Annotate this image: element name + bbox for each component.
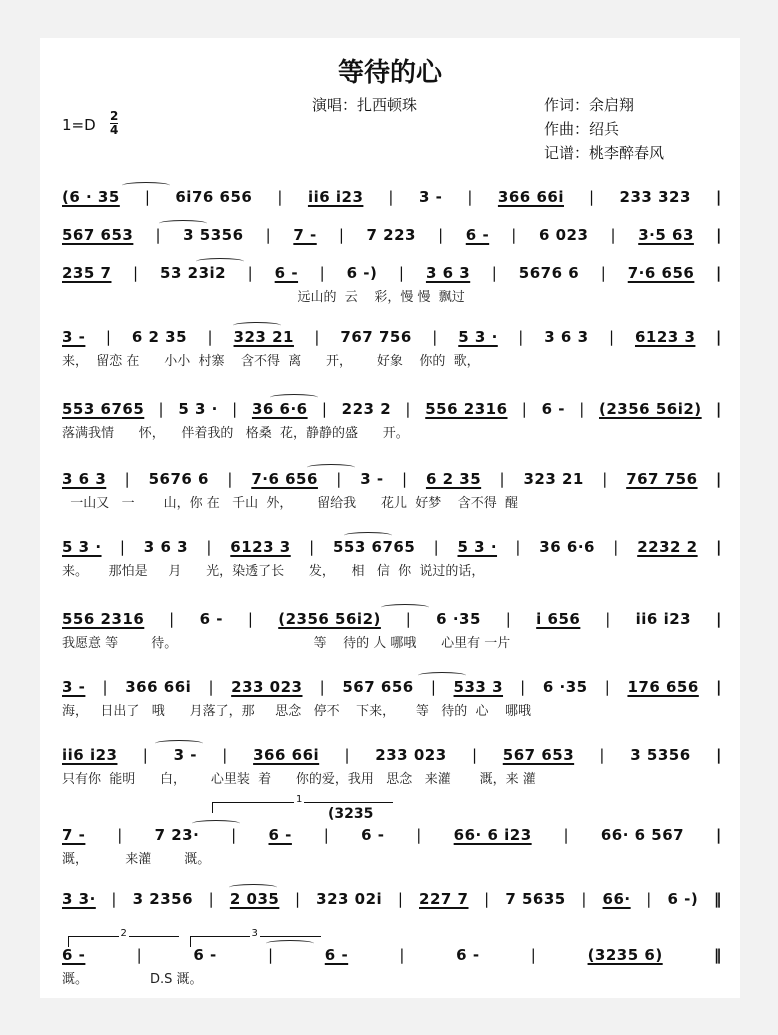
lyrics-line xyxy=(62,912,722,928)
bar-line: | xyxy=(208,678,214,696)
bar-line: | xyxy=(610,226,617,244)
measure: 233 023 xyxy=(375,746,447,764)
lyrics-line: 溉， 来灌 溉。 xyxy=(62,852,211,867)
notes-line xyxy=(62,610,722,632)
bar-line: | xyxy=(715,678,722,696)
bar-line: | xyxy=(581,890,587,908)
bar-line: ‖ xyxy=(713,946,722,964)
measure: 5 3 · xyxy=(458,328,498,346)
volta-2-label: 2 xyxy=(120,928,127,939)
bar-line: | xyxy=(579,400,585,418)
bar-line: | xyxy=(518,328,524,346)
measure: 3 - xyxy=(62,328,86,346)
notes-line xyxy=(62,264,722,286)
measure: 3 5356 xyxy=(183,226,244,244)
bar-line: | xyxy=(232,400,238,418)
measure: 6i76 656 xyxy=(175,188,253,206)
bar-line: | xyxy=(207,328,214,346)
notes-line xyxy=(62,538,722,560)
measure: 323 02i xyxy=(316,890,383,908)
bar-line: | xyxy=(520,678,526,696)
lyrics-line: 落满我情 怀， 伴着我的 格桑 花，静静的盛 开。 xyxy=(62,426,409,441)
measure: 7·6 656 xyxy=(627,264,695,282)
measure: 6123 3 xyxy=(634,328,696,346)
notes-line xyxy=(62,400,722,422)
bar-line: | xyxy=(132,264,139,282)
bar-line: | xyxy=(208,890,215,908)
bar-line: | xyxy=(169,610,175,628)
bar-line: | xyxy=(227,470,233,488)
measure: 233 023 xyxy=(231,678,303,696)
slur-mark xyxy=(233,322,281,329)
measure: 3 - xyxy=(62,678,86,696)
bar-line: | xyxy=(511,226,517,244)
slur-mark xyxy=(122,182,170,189)
measure: 567 653 xyxy=(502,746,575,764)
bar-line: | xyxy=(599,746,605,764)
bar-line: | xyxy=(158,400,165,418)
measure: 556 2316 xyxy=(425,400,508,418)
bar-line: | xyxy=(222,746,228,764)
slur-mark xyxy=(229,884,277,891)
score-row xyxy=(62,188,722,222)
time-signature xyxy=(110,110,118,137)
measure: 6 2 35 xyxy=(425,470,482,488)
measure: ii6 i23 xyxy=(307,188,364,206)
measure: 3 6 3 xyxy=(143,538,189,556)
bar-line: | xyxy=(319,264,326,282)
measure: 3 6 3 xyxy=(62,470,107,488)
measure: 567 653 xyxy=(62,226,134,244)
bar-line: | xyxy=(600,264,607,282)
score-row xyxy=(62,826,722,867)
measure: 3 3· xyxy=(62,890,96,908)
slur-mark xyxy=(418,672,466,679)
bar-line: ‖ xyxy=(713,890,722,908)
measure: 223 2 xyxy=(341,400,392,418)
bar-line: | xyxy=(319,678,326,696)
key-signature: 1=D xyxy=(62,116,96,134)
measure: 5676 6 xyxy=(518,264,580,282)
measure: 66· 6 i23 xyxy=(453,826,532,844)
slur-mark xyxy=(307,464,355,471)
bar-line: | xyxy=(521,400,528,418)
measure: 7 - xyxy=(293,226,317,244)
bar-line: | xyxy=(715,538,722,556)
measure: i 656 xyxy=(536,610,581,628)
bar-line: | xyxy=(398,264,405,282)
volta-3-bracket xyxy=(190,928,321,947)
slur-mark xyxy=(155,740,203,747)
lyrics-line: 海， 日出了 哦 月落了，那 思念 停不 下来， 等 待的 心 哪哦 xyxy=(62,704,532,719)
bar-line: | xyxy=(388,188,394,206)
measure: 3 6 3 xyxy=(425,264,471,282)
bar-line: | xyxy=(102,678,109,696)
bar-line: | xyxy=(715,400,722,418)
measure: 533 3 xyxy=(453,678,504,696)
bar-line: | xyxy=(402,470,408,488)
measure: 5 3 · xyxy=(62,538,102,556)
score-row xyxy=(62,746,722,787)
transcriber-credit: 记谱：桃李醉春风 xyxy=(544,144,665,162)
measure: 7 23· xyxy=(154,826,200,844)
bar-line: | xyxy=(265,226,272,244)
measure: 2232 2 xyxy=(637,538,698,556)
bar-line: | xyxy=(124,470,131,488)
measure: 233 323 xyxy=(619,188,691,206)
song-title: 等待的心 xyxy=(337,58,442,88)
time-top: 2 xyxy=(110,109,119,123)
measure: 36 6·6 xyxy=(251,400,308,418)
bar-line: | xyxy=(231,826,237,844)
bar-line: | xyxy=(499,470,506,488)
bar-line: | xyxy=(432,328,438,346)
lyrics-line: 只有你 能明 白， 心里装 着 你的爱，我用 思念 来灌 溉，来 灌 xyxy=(62,772,536,787)
measure: 53 23i2 xyxy=(160,264,227,282)
bar-line: | xyxy=(604,678,611,696)
bar-line: | xyxy=(515,538,521,556)
bar-line: | xyxy=(314,328,320,346)
score-row xyxy=(62,328,722,369)
bar-line: | xyxy=(399,946,405,964)
measure: 553 6765 xyxy=(62,400,145,418)
measure: 3·5 63 xyxy=(638,226,694,244)
measure: (3235 6) xyxy=(587,946,663,964)
measure: 3 2356 xyxy=(132,890,194,908)
measure: 6 - xyxy=(62,946,86,964)
bar-line: | xyxy=(247,610,254,628)
bar-line: | xyxy=(309,538,315,556)
measure: 2 035 xyxy=(229,890,280,908)
measure: 227 7 xyxy=(419,890,469,908)
bar-line: | xyxy=(430,678,437,696)
bar-line: | xyxy=(530,946,537,964)
bar-line: | xyxy=(247,264,254,282)
notes-line xyxy=(62,826,722,848)
measure: 66· xyxy=(602,890,631,908)
measure: 6 - xyxy=(193,946,217,964)
measure: 5 3 · xyxy=(457,538,498,556)
bar-line: | xyxy=(206,538,212,556)
notes-line xyxy=(62,890,722,912)
measure: 567 656 xyxy=(342,678,414,696)
measure: 6 -) xyxy=(346,264,378,282)
bar-line: | xyxy=(484,890,490,908)
measure: ii6 i23 xyxy=(62,746,118,764)
measure: (6 · 35 xyxy=(62,188,120,206)
bar-line: | xyxy=(119,538,126,556)
measure: 66· 6 567 xyxy=(600,826,685,844)
notes-line xyxy=(62,226,722,248)
lyrics-line: 来， 留恋 在 小小 村寨 含不得 离 开， 好象 你的 歌， xyxy=(62,354,480,369)
bar-line: | xyxy=(715,610,722,628)
notes-line xyxy=(62,188,722,210)
bar-line: | xyxy=(438,226,444,244)
measure: 366 66i xyxy=(497,188,564,206)
bar-line: | xyxy=(397,890,404,908)
score-sheet xyxy=(40,38,740,998)
measure: 176 656 xyxy=(627,678,699,696)
bar-line: | xyxy=(405,610,412,628)
bar-line: | xyxy=(144,188,151,206)
bar-line: | xyxy=(416,826,422,844)
measure: ii6 i23 xyxy=(635,610,692,628)
slur-mark xyxy=(192,820,240,827)
measure: 323 21 xyxy=(523,470,584,488)
slur-mark xyxy=(381,604,429,611)
measure: 366 66i xyxy=(125,678,192,696)
measure: 235 7 xyxy=(62,264,112,282)
bar-line: | xyxy=(433,538,440,556)
bar-line: | xyxy=(136,946,143,964)
lyrics-line: 来。 那怕是 月 光，染透了长 发， 相 信 你 说过的话， xyxy=(62,564,485,579)
measure: 6 - xyxy=(324,946,349,964)
measure: (2356 56i2) xyxy=(599,400,702,418)
bar-line: | xyxy=(467,188,473,206)
measure: 3 5356 xyxy=(630,746,691,764)
bar-line: | xyxy=(715,328,722,346)
bar-line: | xyxy=(338,226,345,244)
bar-line: | xyxy=(321,400,328,418)
singer-credit: 演唱：扎西顿珠 xyxy=(312,96,418,114)
measure: 6 2 35 xyxy=(131,328,188,346)
measure: 767 756 xyxy=(340,328,412,346)
score-row xyxy=(62,470,722,511)
bar-line: | xyxy=(505,610,512,628)
measure: 7·6 656 xyxy=(251,470,318,488)
measure: (2356 56i2) xyxy=(278,610,381,628)
score-row xyxy=(62,610,722,651)
measure: 6 - xyxy=(199,610,223,628)
bar-line: | xyxy=(715,264,722,282)
bar-line: | xyxy=(588,188,595,206)
bar-line: | xyxy=(336,470,342,488)
bar-line: | xyxy=(155,226,162,244)
bar-line: | xyxy=(142,746,149,764)
lyrics-line: 一山又 一 山，你 在 千山 外， 留给我 花儿 好梦 含不得 醒 xyxy=(62,496,519,511)
bar-line: | xyxy=(608,328,615,346)
bar-line: | xyxy=(715,826,722,844)
measure: 6 - xyxy=(456,946,480,964)
measure: 6123 3 xyxy=(230,538,291,556)
bar-line: | xyxy=(344,746,351,764)
notes-line xyxy=(62,470,722,492)
score-row xyxy=(62,946,722,987)
bar-line: | xyxy=(294,890,301,908)
measure: 7 223 xyxy=(366,226,416,244)
score-row xyxy=(62,264,722,305)
measure: 7 - xyxy=(62,826,86,844)
slur-mark xyxy=(344,532,392,539)
lyricist-credit: 作词：余启翔 xyxy=(544,96,635,114)
measure: 6 - xyxy=(541,400,565,418)
measure: 3 - xyxy=(360,470,384,488)
bar-line: | xyxy=(715,746,722,764)
bar-line: | xyxy=(715,470,722,488)
volta-2-bracket xyxy=(68,928,179,947)
notes-line xyxy=(62,328,722,350)
slur-mark xyxy=(196,258,244,265)
measure: 553 6765 xyxy=(332,538,416,556)
bar-line: | xyxy=(613,538,619,556)
composer-credit: 作曲：绍兵 xyxy=(544,120,620,138)
measure: 556 2316 xyxy=(62,610,145,628)
measure: 366 66i xyxy=(253,746,320,764)
measure: 6 - xyxy=(361,826,385,844)
score-row xyxy=(62,226,722,260)
bar-line: | xyxy=(602,470,608,488)
measure: 767 756 xyxy=(626,470,698,488)
bar-line: | xyxy=(111,890,117,908)
bar-line: | xyxy=(105,328,112,346)
interlude-notes: (3235 xyxy=(328,806,374,822)
slur-mark xyxy=(270,394,318,401)
bar-line: | xyxy=(471,746,478,764)
measure: 3 - xyxy=(173,746,197,764)
notes-line xyxy=(62,678,722,700)
notes-line xyxy=(62,746,722,768)
slur-mark xyxy=(159,220,207,227)
bar-line: | xyxy=(491,264,498,282)
measure: 6 -) xyxy=(667,890,699,908)
bar-line: | xyxy=(563,826,570,844)
volta-3-label: 3 xyxy=(251,928,258,939)
bar-line: | xyxy=(268,946,274,964)
bar-line: | xyxy=(117,826,123,844)
score-row xyxy=(62,400,722,441)
lyrics-line: 远山的 云 彩，慢 慢 飘过 xyxy=(62,290,465,305)
measure: 6 ·35 xyxy=(542,678,588,696)
measure: 6 ·35 xyxy=(436,610,481,628)
time-bottom: 4 xyxy=(110,123,119,137)
lyrics-line: 溉。 D.S 溉。 xyxy=(62,972,203,987)
measure: 5 3 · xyxy=(178,400,218,418)
bar-line: | xyxy=(277,188,283,206)
bar-line: | xyxy=(646,890,652,908)
volta-1-label: 1 xyxy=(296,794,303,805)
notes-line xyxy=(62,946,722,968)
measure: 3 6 3 xyxy=(544,328,589,346)
measure: 6 - xyxy=(465,226,490,244)
measure: 323 21 xyxy=(233,328,294,346)
measure: 36 6·6 xyxy=(539,538,595,556)
bar-line: | xyxy=(405,400,411,418)
bar-line: | xyxy=(715,188,722,206)
lyrics-line xyxy=(62,248,722,264)
bar-line: | xyxy=(605,610,611,628)
bar-line: | xyxy=(323,826,330,844)
measure: 6 023 xyxy=(538,226,589,244)
measure: 5676 6 xyxy=(148,470,209,488)
measure: 7 5635 xyxy=(505,890,566,908)
score-row xyxy=(62,538,722,579)
lyrics-line: 我愿意 等 待。 等 待的 人 哪哦 心里有 一片 xyxy=(62,636,511,651)
measure: 6 - xyxy=(268,826,292,844)
measure: 3 - xyxy=(418,188,443,206)
bar-line: | xyxy=(716,226,722,244)
measure: 6 - xyxy=(274,264,299,282)
score-row xyxy=(62,890,722,924)
score-row xyxy=(62,678,722,719)
